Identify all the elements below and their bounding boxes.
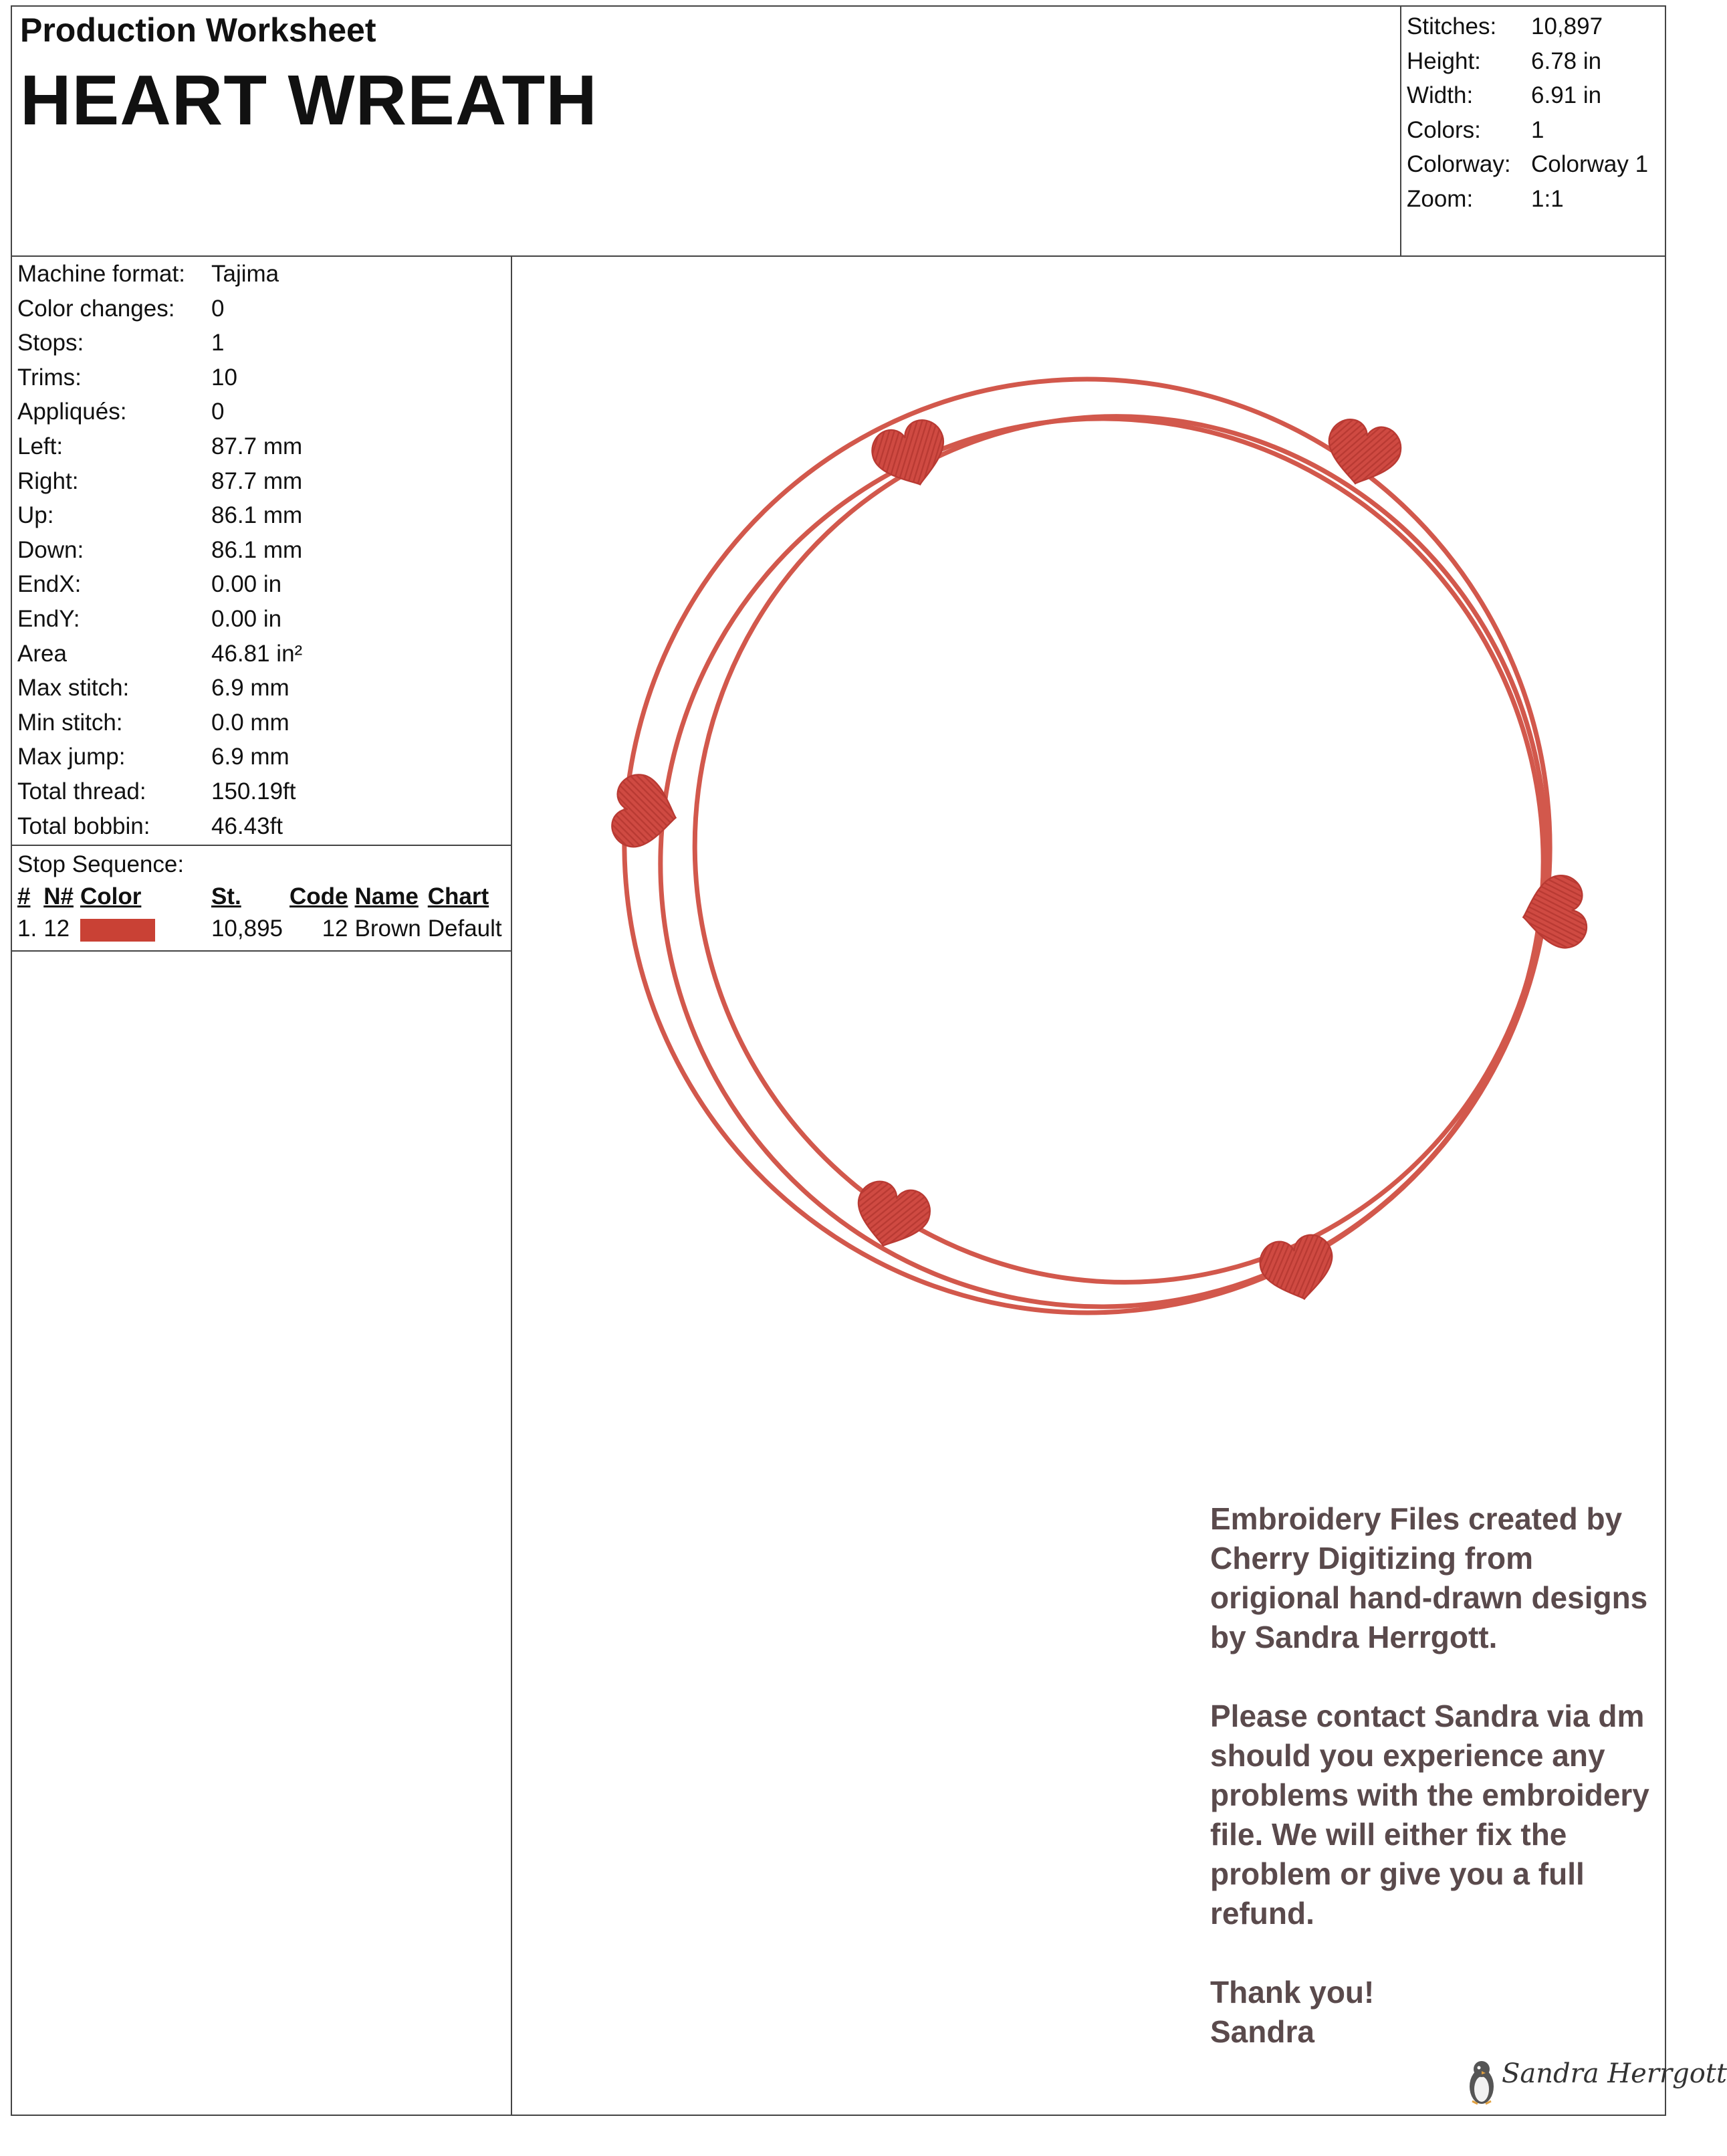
col-header-chart: Chart bbox=[427, 883, 489, 910]
col-header-name: Name bbox=[354, 883, 419, 910]
stat-value: 0.0 mm bbox=[211, 709, 290, 736]
stat-key: Total bobbin: bbox=[17, 813, 150, 839]
stat-row bbox=[17, 498, 511, 533]
stats-panel bbox=[12, 255, 512, 2115]
stat-key: Trims: bbox=[17, 364, 82, 391]
stat-key: Area bbox=[17, 640, 67, 667]
stat-row bbox=[17, 567, 511, 602]
stat-key: Left: bbox=[17, 433, 64, 459]
stat-row bbox=[17, 602, 511, 637]
summary-row bbox=[1407, 44, 1665, 79]
summary-row bbox=[1407, 78, 1665, 113]
stat-key: Up: bbox=[17, 502, 54, 529]
col-header-needle: N# bbox=[43, 883, 74, 910]
stat-row bbox=[17, 774, 511, 809]
designer-notes bbox=[1210, 1499, 1665, 2052]
wreath-ring-middle bbox=[603, 362, 1601, 1364]
col-header-num: # bbox=[17, 883, 31, 910]
stat-row bbox=[17, 740, 511, 774]
summary-value: 6.78 in bbox=[1531, 47, 1602, 74]
summary-value: 6.91 in bbox=[1531, 82, 1602, 108]
stat-value: 6.9 mm bbox=[211, 744, 290, 770]
stat-value: 0.00 in bbox=[211, 605, 282, 632]
stat-value: Tajima bbox=[211, 261, 279, 287]
stat-row bbox=[17, 706, 511, 740]
stat-key: Min stitch: bbox=[17, 709, 123, 736]
stat-key: Color changes: bbox=[17, 295, 175, 322]
stop-sequence bbox=[12, 845, 511, 952]
row-needle: 12 bbox=[43, 915, 70, 942]
heart-icon bbox=[1256, 1231, 1340, 1307]
row-stitches: 10,895 bbox=[211, 915, 283, 942]
stat-value: 1 bbox=[211, 330, 225, 356]
credits-paragraph: Embroidery Files created by Cherry Digitizing from origional hand-drawn designs by Sandra Herrgott. bbox=[1210, 1501, 1648, 1654]
stat-value: 10 bbox=[211, 364, 237, 391]
row-num: 1. bbox=[17, 915, 37, 942]
heart-icon bbox=[608, 771, 681, 853]
stat-row bbox=[17, 292, 511, 326]
header-title-area bbox=[12, 7, 1400, 255]
stat-value: 86.1 mm bbox=[211, 536, 303, 563]
stat-value: 0.00 in bbox=[211, 571, 282, 598]
stat-row bbox=[17, 533, 511, 568]
summary-key: Width: bbox=[1407, 82, 1474, 108]
stat-key: Down: bbox=[17, 536, 84, 563]
design-summary bbox=[1400, 7, 1665, 255]
stop-sequence-table bbox=[17, 881, 509, 945]
stat-key: Right: bbox=[17, 467, 79, 494]
thanks-line: Thank you! bbox=[1210, 1975, 1375, 2010]
stat-value: 46.81 in² bbox=[211, 640, 303, 667]
stat-key: Max stitch: bbox=[17, 675, 130, 702]
summary-key: Stitches: bbox=[1407, 13, 1497, 39]
signoff-paragraph bbox=[1210, 1973, 1665, 2052]
stat-value: 0 bbox=[211, 399, 225, 425]
wreath-ring-inner bbox=[603, 326, 1638, 1372]
stat-row bbox=[17, 429, 511, 464]
summary-key: Zoom: bbox=[1407, 185, 1474, 212]
stat-value: 87.7 mm bbox=[211, 467, 303, 494]
stat-value: 0 bbox=[211, 295, 225, 322]
support-paragraph: Please contact Sandra via dm should you experience any problems with the embroidery file. We will either fix the problem or give you a full refund. bbox=[1210, 1699, 1649, 1931]
stat-value: 6.9 mm bbox=[211, 675, 290, 702]
summary-row bbox=[1407, 147, 1665, 182]
stat-row bbox=[17, 671, 511, 706]
stitch-stats bbox=[12, 255, 511, 843]
signature-text: Sandra Herrgott bbox=[1502, 2058, 1727, 2089]
stat-row bbox=[17, 809, 511, 844]
wreath-ring-outer bbox=[578, 333, 1596, 1358]
heart-icon bbox=[1518, 873, 1589, 953]
worksheet-header bbox=[12, 7, 1665, 257]
summary-row bbox=[1407, 9, 1665, 44]
signature-logo bbox=[1463, 2053, 1727, 2107]
color-swatch bbox=[80, 919, 155, 942]
col-header-color: Color bbox=[80, 883, 142, 910]
heart-wreath-design bbox=[520, 261, 1670, 1398]
stat-row bbox=[17, 326, 511, 360]
col-header-stitches: St. bbox=[211, 883, 241, 910]
stat-row bbox=[17, 257, 511, 292]
worksheet-label: Production Worksheet bbox=[20, 11, 376, 49]
stat-key: EndX: bbox=[17, 571, 82, 598]
stat-value: 87.7 mm bbox=[211, 433, 303, 459]
stat-key: EndY: bbox=[17, 605, 80, 632]
summary-value: 10,897 bbox=[1531, 13, 1603, 39]
row-chart: Default bbox=[427, 915, 502, 942]
stat-key: Machine format: bbox=[17, 261, 185, 287]
sign-name: Sandra bbox=[1210, 2014, 1314, 2049]
stat-value: 86.1 mm bbox=[211, 502, 303, 529]
stat-key: Stops: bbox=[17, 330, 84, 356]
heart-icon bbox=[1320, 415, 1405, 493]
stat-row bbox=[17, 395, 511, 429]
design-title: HEART WREATH bbox=[20, 61, 598, 140]
stat-key: Appliqués: bbox=[17, 399, 127, 425]
summary-key: Height: bbox=[1407, 47, 1481, 74]
summary-row bbox=[1407, 182, 1665, 217]
summary-row bbox=[1407, 113, 1665, 148]
stop-sequence-title: Stop Sequence: bbox=[17, 851, 185, 878]
summary-key: Colors: bbox=[1407, 116, 1481, 143]
stat-value: 150.19ft bbox=[211, 778, 296, 804]
row-code: 12 bbox=[322, 915, 348, 942]
production-worksheet bbox=[11, 5, 1727, 2116]
summary-value: 1 bbox=[1531, 116, 1544, 143]
stat-row bbox=[17, 464, 511, 499]
summary-key: Colorway: bbox=[1407, 151, 1511, 177]
summary-value: 1:1 bbox=[1531, 185, 1564, 212]
summary-value: Colorway 1 bbox=[1531, 151, 1649, 177]
stop-header-row bbox=[17, 881, 509, 913]
stat-value: 46.43ft bbox=[211, 813, 283, 839]
table-row bbox=[17, 913, 509, 945]
row-color bbox=[80, 913, 211, 945]
stat-row bbox=[17, 360, 511, 395]
penguin-icon bbox=[1463, 2057, 1500, 2107]
stat-row bbox=[17, 637, 511, 671]
stat-key: Max jump: bbox=[17, 744, 126, 770]
col-header-code: Code bbox=[290, 883, 348, 910]
stat-key: Total thread: bbox=[17, 778, 146, 804]
row-name: Brown bbox=[354, 915, 421, 942]
